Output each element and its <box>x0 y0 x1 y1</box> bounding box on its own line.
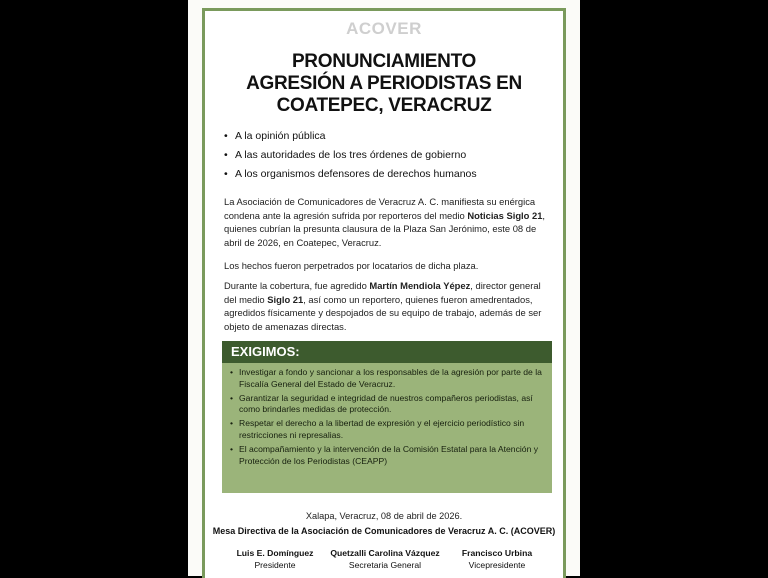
demand-item: • Investigar a fondo y sancionar a los responsables de la agresión por parte de la Fiscalía General del Estado de Veracruz. <box>230 367 542 389</box>
signatory-role: Secretaria General <box>348 560 422 570</box>
signatory-secretary <box>325 547 445 571</box>
signatory-name: Luis E. Domínguez <box>236 548 314 558</box>
perpetrators-paragraph: Los hechos fueron perpetrados por locatarios de dicha plaza. <box>224 260 479 271</box>
title-line-2: AGRESIÓN A PERIODISTAS EN <box>246 73 522 94</box>
title-line-3: COATEPEC, VERACRUZ <box>276 95 492 116</box>
bullet-icon: • <box>230 418 234 429</box>
addressee-item: • A la opinión pública <box>224 127 477 146</box>
bullet-icon: • <box>224 149 228 161</box>
document-frame <box>202 8 566 578</box>
board-signature-line: Mesa Directiva de la Asociación de Comunicadores de Veracruz A. C. (ACOVER) <box>212 526 556 536</box>
place-date: Xalapa, Veracruz, 08 de abril de 2026. <box>305 511 463 521</box>
condemnation-paragraph: La Asociación de Comunicadores de Veracruz A. C. manifiesta su enérgica condena ante la agresión sufrida por reporteros del medio Noticias Siglo 21, quienes cubrían la presunta clausura de la Plaza San Jerónimo, este 08 de abril de 2026, en Coatepec, Veracruz. <box>224 196 546 248</box>
bullet-icon: • <box>230 443 234 454</box>
signatory-role: Presidente <box>254 560 296 570</box>
aggression-details-paragraph: Durante la cobertura, fue agredido Martín Mendiola Yépez, director general del medio Siglo 21, así como un reportero, quienes fueron amedrentados, agredidos físicamente y despojados de su equipo de trabajo, además de ser objeto de amenazas directas. <box>224 280 542 332</box>
signatory-role: Vicepresidente <box>468 560 526 570</box>
demand-item: • Garantizar la seguridad e integridad de nuestros compañeros periodistas, así como brindarles medidas de protección. <box>230 392 533 415</box>
document-page <box>188 0 580 576</box>
addressee-item: • A los organismos defensores de derechos humanos <box>224 165 477 184</box>
bullet-icon: • <box>224 130 228 142</box>
acover-logo: ACOVER <box>346 19 422 38</box>
signatory-president <box>223 547 327 571</box>
demands-list <box>222 363 552 467</box>
demands-box <box>222 341 552 493</box>
bullet-icon: • <box>230 392 234 403</box>
signatory-name: Francisco Urbina <box>461 548 533 558</box>
signatory-name: Quetzalli Carolina Vázquez <box>330 548 440 558</box>
addressee-item: • A las autoridades de los tres órdenes de gobierno <box>224 146 477 165</box>
demands-heading: EXIGIMOS: <box>222 341 552 363</box>
demand-item: • Respetar el derecho a la libertad de expresión y el ejercicio periodístico sin restricciones ni represalias. <box>230 418 525 440</box>
bullet-icon: • <box>224 168 228 180</box>
document-title <box>205 51 563 117</box>
demand-item: • El acompañamiento y la intervención de la Comisión Estatal para la Atención y Protección de los Periodistas (CEAPP) <box>230 443 539 466</box>
addressee-list <box>224 127 477 184</box>
signatory-vicepresident <box>445 547 549 571</box>
bullet-icon: • <box>230 367 234 377</box>
title-line-1: PRONUNCIAMIENTO <box>291 51 477 72</box>
